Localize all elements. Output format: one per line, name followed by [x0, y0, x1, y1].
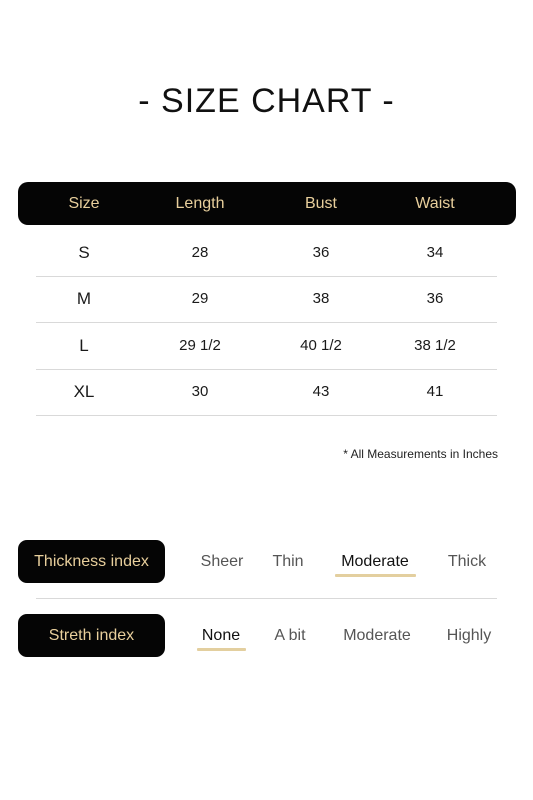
stretch-option-none: None	[201, 627, 241, 644]
cell-size: S	[78, 243, 90, 262]
page-title: - SIZE CHART -	[138, 82, 395, 120]
cell-length: 29	[191, 290, 209, 307]
cell-waist: 36	[426, 290, 444, 307]
cell-bust: 43	[312, 383, 330, 400]
table-row	[36, 323, 497, 370]
header-bust: Bust	[304, 195, 337, 212]
stretch-index-label: Streth index	[18, 614, 165, 657]
stretch-option-a-bit: A bit	[274, 627, 306, 644]
thickness-option-sheer: Sheer	[200, 553, 244, 570]
cell-bust: 36	[312, 244, 330, 261]
measurement-note: * All Measurements in Inches	[343, 447, 498, 461]
stretch-selected-underline	[197, 648, 246, 651]
header-waist: Waist	[415, 195, 455, 212]
cell-length: 28	[191, 244, 209, 261]
cell-bust: 38	[312, 290, 330, 307]
thickness-option-thick: Thick	[447, 553, 487, 570]
cell-size: M	[76, 289, 92, 308]
table-row	[36, 276, 497, 323]
divider	[36, 598, 497, 599]
thickness-option-thin: Thin	[272, 553, 304, 570]
thickness-selected-underline	[335, 574, 416, 577]
cell-waist: 38 1/2	[414, 337, 456, 354]
cell-waist: 34	[426, 244, 444, 261]
cell-bust: 40 1/2	[300, 337, 342, 354]
cell-length: 29 1/2	[179, 337, 221, 354]
size-table-header	[18, 182, 516, 225]
table-row	[36, 369, 497, 416]
header-length: Length	[175, 195, 225, 212]
thickness-option-moderate: Moderate	[341, 553, 409, 570]
stretch-option-highly: Highly	[446, 627, 492, 644]
cell-waist: 41	[426, 383, 444, 400]
header-size: Size	[68, 195, 100, 212]
cell-length: 30	[191, 383, 209, 400]
table-row	[36, 230, 497, 277]
cell-size: L	[79, 336, 89, 355]
cell-size: XL	[73, 382, 95, 401]
stretch-option-moderate: Moderate	[343, 627, 411, 644]
thickness-index-label: Thickness index	[18, 540, 165, 583]
